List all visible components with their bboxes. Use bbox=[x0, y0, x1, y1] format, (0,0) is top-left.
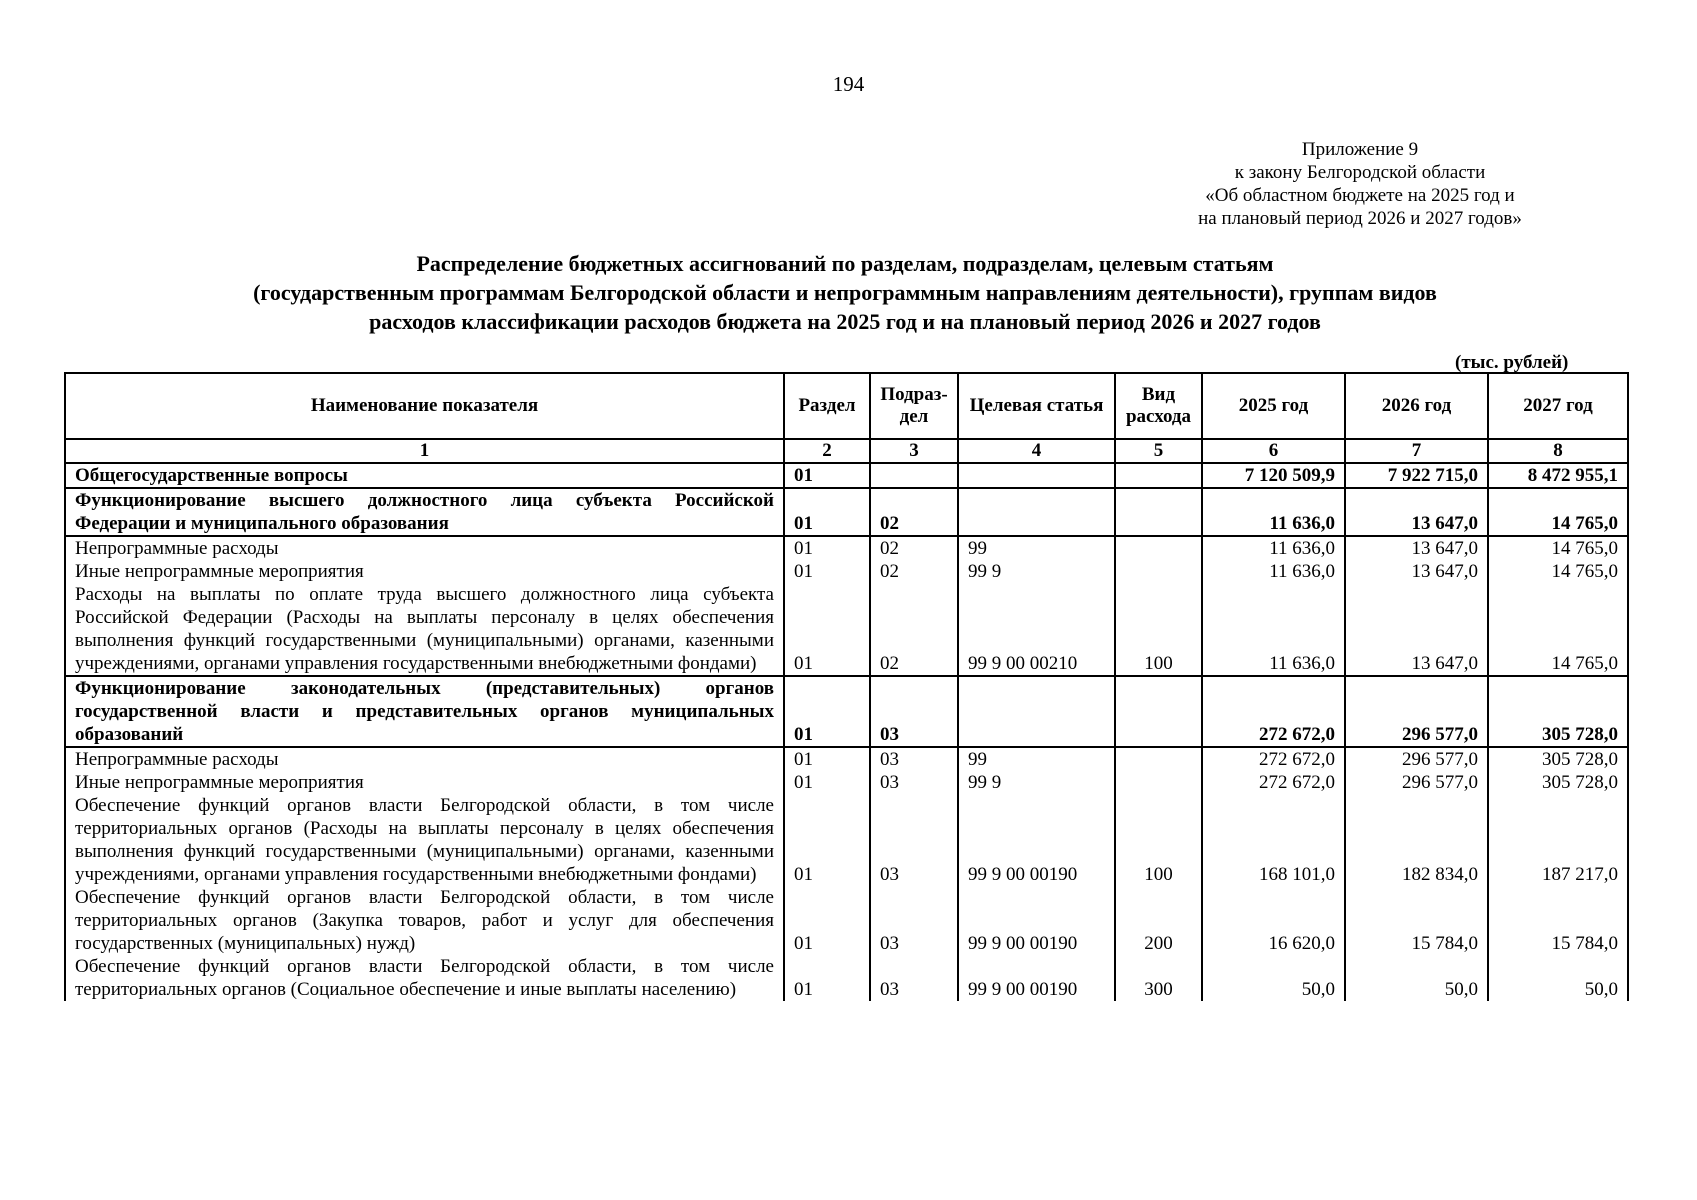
row-2027: 14 765,0 bbox=[1488, 560, 1628, 583]
row-expense-type: 200 bbox=[1115, 886, 1202, 955]
column-number-row bbox=[65, 439, 1628, 463]
table-row bbox=[65, 463, 1628, 488]
row-name: Обеспечение функций органов власти Белгородской области, в том числе территориальных органов (Социальное обеспечение и иные выплаты населению) bbox=[65, 955, 784, 1001]
row-2026: 296 577,0 bbox=[1345, 676, 1488, 747]
table-row bbox=[65, 771, 1628, 794]
unit-note: (тыс. рублей) bbox=[1455, 352, 1569, 373]
column-number: 6 bbox=[1202, 439, 1345, 463]
column-number: 3 bbox=[870, 439, 958, 463]
title-line: (государственным программам Белгородской области и непрограммным направлениям деятельности), группам видов bbox=[253, 280, 1437, 305]
title-line: расходов классификации расходов бюджета на 2025 год и на плановый период 2026 и 2027 годов bbox=[369, 309, 1321, 334]
appendix-line: Приложение 9 bbox=[1301, 139, 1419, 160]
row-target: 99 9 bbox=[958, 771, 1115, 794]
row-2026: 50,0 bbox=[1345, 955, 1488, 1001]
header-subsection: Подраз-дел bbox=[870, 373, 958, 439]
row-2025: 11 636,0 bbox=[1202, 560, 1345, 583]
row-name: Иные непрограммные мероприятия bbox=[65, 560, 784, 583]
header-row bbox=[65, 373, 1628, 439]
row-expense-type bbox=[1115, 488, 1202, 536]
row-subsection: 02 bbox=[870, 536, 958, 560]
row-section: 01 bbox=[784, 955, 870, 1001]
column-number: 5 bbox=[1115, 439, 1202, 463]
row-name: Непрограммные расходы bbox=[65, 536, 784, 560]
header-2025: 2025 год bbox=[1202, 373, 1345, 439]
row-subsection: 03 bbox=[870, 747, 958, 771]
row-subsection: 03 bbox=[870, 771, 958, 794]
row-target: 99 bbox=[958, 747, 1115, 771]
table-row bbox=[65, 886, 1628, 955]
row-target bbox=[958, 488, 1115, 536]
row-2025: 11 636,0 bbox=[1202, 583, 1345, 676]
appendix-note bbox=[1150, 138, 1570, 230]
table-row bbox=[65, 488, 1628, 536]
row-2027: 8 472 955,1 bbox=[1488, 463, 1628, 488]
row-expense-type bbox=[1115, 560, 1202, 583]
row-2025: 272 672,0 bbox=[1202, 676, 1345, 747]
row-subsection: 02 bbox=[870, 488, 958, 536]
row-2027: 14 765,0 bbox=[1488, 536, 1628, 560]
row-2025: 11 636,0 bbox=[1202, 488, 1345, 536]
table-row bbox=[65, 955, 1628, 1001]
row-subsection bbox=[870, 463, 958, 488]
row-target bbox=[958, 463, 1115, 488]
row-section: 01 bbox=[784, 676, 870, 747]
row-2026: 15 784,0 bbox=[1345, 886, 1488, 955]
row-section: 01 bbox=[784, 463, 870, 488]
row-section: 01 bbox=[784, 583, 870, 676]
row-expense-type: 100 bbox=[1115, 794, 1202, 886]
row-2026: 13 647,0 bbox=[1345, 583, 1488, 676]
row-name: Иные непрограммные мероприятия bbox=[65, 771, 784, 794]
row-section: 01 bbox=[784, 536, 870, 560]
title-line: Распределение бюджетных ассигнований по разделам, подразделам, целевым статьям bbox=[416, 251, 1274, 276]
column-number: 1 bbox=[65, 439, 784, 463]
header-2026: 2026 год bbox=[1345, 373, 1488, 439]
row-2025: 272 672,0 bbox=[1202, 771, 1345, 794]
table-row bbox=[65, 676, 1628, 747]
row-2026: 182 834,0 bbox=[1345, 794, 1488, 886]
row-target: 99 bbox=[958, 536, 1115, 560]
column-number: 7 bbox=[1345, 439, 1488, 463]
row-2027: 305 728,0 bbox=[1488, 771, 1628, 794]
row-expense-type: 300 bbox=[1115, 955, 1202, 1001]
row-expense-type: 100 bbox=[1115, 583, 1202, 676]
row-subsection: 02 bbox=[870, 560, 958, 583]
row-expense-type bbox=[1115, 676, 1202, 747]
header-expense-type: Вид расхода bbox=[1115, 373, 1202, 439]
table-row bbox=[65, 536, 1628, 560]
row-target: 99 9 00 00210 bbox=[958, 583, 1115, 676]
row-name: Обеспечение функций органов власти Белгородской области, в том числе территориальных органов (Расходы на выплаты персоналу в целях обеспечения выполнения функций государственными (муниципальными) органами, казенными учреждениями, органами управления государственными внебюджетными фондами) bbox=[65, 794, 784, 886]
row-name: Обеспечение функций органов власти Белгородской области, в том числе территориальных органов (Закупка товаров, работ и услуг для обеспечения государственных (муниципальных) нужд) bbox=[65, 886, 784, 955]
row-2025: 16 620,0 bbox=[1202, 886, 1345, 955]
document-title bbox=[120, 249, 1570, 336]
row-2025: 11 636,0 bbox=[1202, 536, 1345, 560]
appendix-line: к закону Белгородской области bbox=[1234, 162, 1486, 183]
budget-table bbox=[64, 372, 1629, 1001]
header-section: Раздел bbox=[784, 373, 870, 439]
row-section: 01 bbox=[784, 886, 870, 955]
header-name: Наименование показателя bbox=[65, 373, 784, 439]
row-expense-type bbox=[1115, 536, 1202, 560]
row-target: 99 9 00 00190 bbox=[958, 955, 1115, 1001]
row-2026: 7 922 715,0 bbox=[1345, 463, 1488, 488]
row-2026: 13 647,0 bbox=[1345, 488, 1488, 536]
column-number: 2 bbox=[784, 439, 870, 463]
column-number: 8 bbox=[1488, 439, 1628, 463]
row-name: Функционирование высшего должностного лица субъекта Российской Федерации и муниципального образования bbox=[65, 488, 784, 536]
row-name: Функционирование законодательных (представительных) органов государственной власти и представительных органов муниципальных образований bbox=[65, 676, 784, 747]
row-2026: 13 647,0 bbox=[1345, 560, 1488, 583]
row-section: 01 bbox=[784, 794, 870, 886]
row-subsection: 03 bbox=[870, 886, 958, 955]
row-subsection: 03 bbox=[870, 955, 958, 1001]
row-target: 99 9 00 00190 bbox=[958, 886, 1115, 955]
row-target bbox=[958, 676, 1115, 747]
column-number: 4 bbox=[958, 439, 1115, 463]
row-section: 01 bbox=[784, 771, 870, 794]
row-subsection: 02 bbox=[870, 583, 958, 676]
row-section: 01 bbox=[784, 747, 870, 771]
table-row bbox=[65, 747, 1628, 771]
row-name: Общегосударственные вопросы bbox=[65, 463, 784, 488]
table-row bbox=[65, 794, 1628, 886]
row-2027: 305 728,0 bbox=[1488, 747, 1628, 771]
row-2026: 296 577,0 bbox=[1345, 747, 1488, 771]
row-2025: 168 101,0 bbox=[1202, 794, 1345, 886]
row-2026: 13 647,0 bbox=[1345, 536, 1488, 560]
row-2027: 14 765,0 bbox=[1488, 583, 1628, 676]
row-section: 01 bbox=[784, 560, 870, 583]
header-target: Целевая статья bbox=[958, 373, 1115, 439]
row-2025: 7 120 509,9 bbox=[1202, 463, 1345, 488]
row-2027: 305 728,0 bbox=[1488, 676, 1628, 747]
header-2027: 2027 год bbox=[1488, 373, 1628, 439]
row-name: Непрограммные расходы bbox=[65, 747, 784, 771]
table-row bbox=[65, 560, 1628, 583]
row-subsection: 03 bbox=[870, 794, 958, 886]
row-2026: 296 577,0 bbox=[1345, 771, 1488, 794]
row-2025: 272 672,0 bbox=[1202, 747, 1345, 771]
row-subsection: 03 bbox=[870, 676, 958, 747]
appendix-line: «Об областном бюджете на 2025 год и bbox=[1205, 185, 1515, 206]
row-2027: 14 765,0 bbox=[1488, 488, 1628, 536]
row-expense-type bbox=[1115, 771, 1202, 794]
page-number: 194 bbox=[832, 72, 865, 96]
row-expense-type bbox=[1115, 747, 1202, 771]
row-2027: 15 784,0 bbox=[1488, 886, 1628, 955]
row-expense-type bbox=[1115, 463, 1202, 488]
row-target: 99 9 bbox=[958, 560, 1115, 583]
appendix-line: на плановый период 2026 и 2027 годов» bbox=[1198, 208, 1522, 229]
table-row bbox=[65, 583, 1628, 676]
row-name: Расходы на выплаты по оплате труда высшего должностного лица субъекта Российской Федерации (Расходы на выплаты персоналу в целях обеспечения выполнения функций государственными (муниципальными) органами, казенными учреждениями, органами управления государственными внебюджетными фондами) bbox=[65, 583, 784, 676]
row-2025: 50,0 bbox=[1202, 955, 1345, 1001]
row-2027: 187 217,0 bbox=[1488, 794, 1628, 886]
row-2027: 50,0 bbox=[1488, 955, 1628, 1001]
row-target: 99 9 00 00190 bbox=[958, 794, 1115, 886]
row-section: 01 bbox=[784, 488, 870, 536]
